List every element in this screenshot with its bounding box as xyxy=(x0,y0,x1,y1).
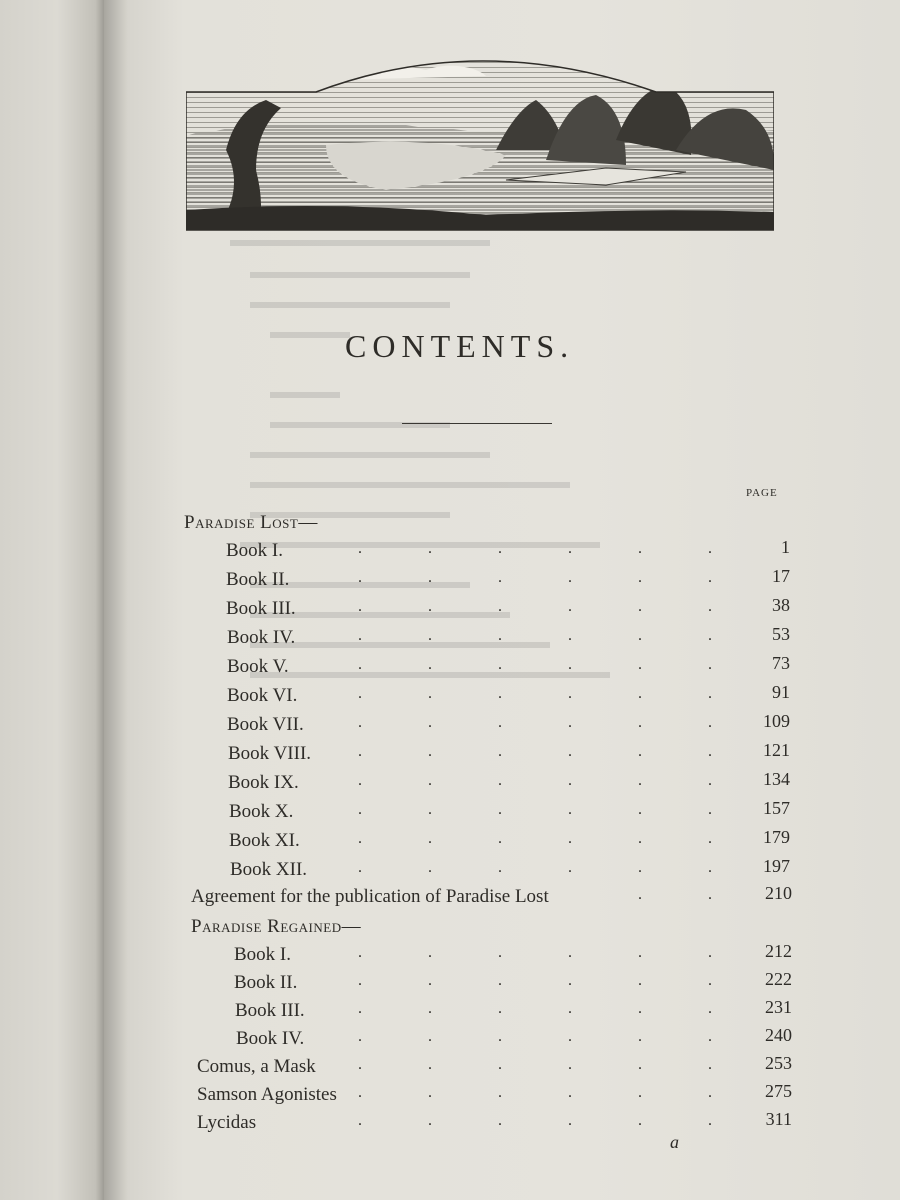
toc-entry: Book IX. . . . . . . 134 xyxy=(228,770,790,796)
toc-entry: Book X. . . . . . . 157 xyxy=(229,799,790,825)
toc-entry-title: Lycidas xyxy=(197,1112,257,1133)
page-column-heading: PAGE xyxy=(746,487,778,499)
toc-entry: Book I. . . . . . . 1 xyxy=(226,538,790,564)
toc-entry-title: Book II. xyxy=(234,972,298,993)
toc-page-number: 157 xyxy=(763,798,790,818)
toc-entry: Book VI. . . . . . . 91 xyxy=(227,683,790,709)
toc-entry-title: Book X. xyxy=(229,801,294,822)
toc-page-number: 253 xyxy=(765,1053,792,1073)
toc-entry-title: Book V. xyxy=(227,656,289,677)
toc-entry-title: Book II. xyxy=(226,569,290,590)
toc-page-number: 222 xyxy=(765,969,792,989)
toc-entry-title: Book VI. xyxy=(227,685,298,706)
page-title: CONTENTS. xyxy=(345,328,575,364)
toc-section-heading: Paradise Regained— xyxy=(191,916,362,937)
toc-page-number: 91 xyxy=(772,682,790,702)
toc-entry-title: Book VII. xyxy=(227,714,304,735)
toc-entry: Agreement for the publication of Paradise Lost . . 210 xyxy=(191,884,792,910)
toc-entry: Lycidas . . . . . . 311 xyxy=(197,1110,792,1136)
toc-entry-title: Comus, a Mask xyxy=(197,1056,316,1077)
toc-entry-title: Book I. xyxy=(226,540,283,561)
toc-entry: Comus, a Mask . . . . . . 253 xyxy=(197,1054,792,1080)
toc-entry: Book VII. . . . . . . 109 xyxy=(227,712,790,738)
toc-entry-title: Book VIII. xyxy=(228,743,312,764)
toc-page-number: 210 xyxy=(765,883,792,903)
toc-page-number: 231 xyxy=(765,997,792,1017)
toc-entry-title: Book III. xyxy=(226,598,296,619)
toc-page-number: 109 xyxy=(763,711,790,731)
toc-page-number: 275 xyxy=(765,1081,792,1101)
toc-section-heading: Paradise Lost— xyxy=(184,512,318,533)
toc-entry-title: Book XII. xyxy=(230,859,308,880)
toc-entry: Book II. . . . . . . 17 xyxy=(226,567,790,593)
toc-entry: Book IV. . . . . . . 240 xyxy=(236,1026,792,1052)
title-rule xyxy=(402,423,552,424)
toc-entry: Book XII. . . . . . . 197 xyxy=(230,857,790,883)
toc-entry-title: Book XI. xyxy=(229,830,300,851)
toc-page-number: 311 xyxy=(765,1109,792,1129)
toc-page-number: 212 xyxy=(765,941,792,961)
toc-entry xyxy=(191,914,792,940)
toc-page-number: 1 xyxy=(781,537,790,557)
toc-entry-title: Book IX. xyxy=(228,772,299,793)
toc-entry-title: Samson Agonistes xyxy=(197,1084,337,1105)
toc-entry: Book III. . . . . . . 38 xyxy=(226,596,790,622)
toc-page-number: 73 xyxy=(772,653,790,673)
toc-entry: Book III. . . . . . . 231 xyxy=(235,998,792,1024)
toc-entry: Book IV. . . . . . . 53 xyxy=(227,625,790,651)
toc-page-number: 134 xyxy=(763,769,790,789)
toc-entry-title: Book IV. xyxy=(227,627,296,648)
toc-entry-title: Book IV. xyxy=(236,1028,305,1049)
facing-page-edge xyxy=(0,0,104,1200)
toc-entry: Book II. . . . . . . 222 xyxy=(234,970,792,996)
toc-entry: Book XI. . . . . . . 179 xyxy=(229,828,790,854)
toc-entry-title: Book III. xyxy=(235,1000,305,1021)
toc-entry: Book I. . . . . . . 212 xyxy=(234,942,792,968)
toc-entry: Samson Agonistes . . . . . . 275 xyxy=(197,1082,792,1108)
toc-page-number: 240 xyxy=(765,1025,792,1045)
toc-page-number: 17 xyxy=(772,566,790,586)
toc-entry: Book V. . . . . . . 73 xyxy=(227,654,790,680)
printer-signature-mark: a xyxy=(670,1132,679,1152)
toc-entry-title: Book I. xyxy=(234,944,291,965)
toc-page-number: 53 xyxy=(772,624,790,644)
toc-page-number: 179 xyxy=(763,827,790,847)
toc-entry xyxy=(184,510,790,536)
toc-entry: Book VIII. . . . . . . 121 xyxy=(228,741,790,767)
toc-entry-title: Agreement for the publication of Paradise Lost xyxy=(191,886,549,907)
toc-page-number: 38 xyxy=(772,595,790,615)
engraved-landscape-vignette xyxy=(186,40,774,232)
toc-page-number: 197 xyxy=(763,856,790,876)
toc-page-number: 121 xyxy=(763,740,790,760)
